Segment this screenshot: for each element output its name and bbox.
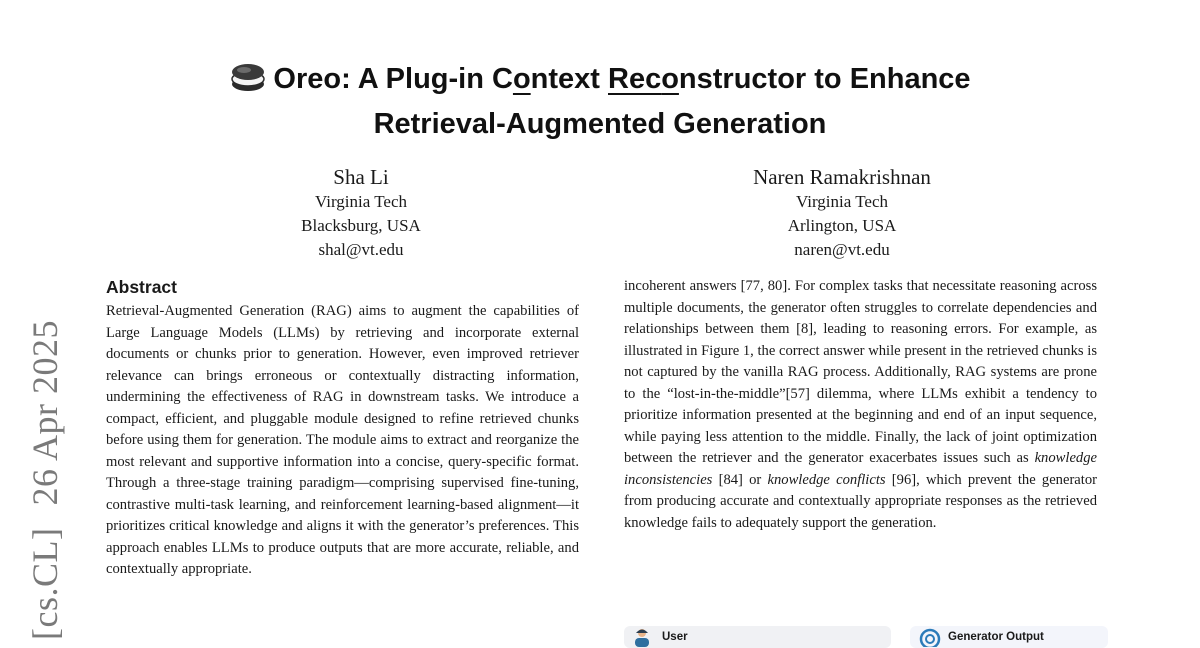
author-affiliation: Virginia Tech [314,192,408,211]
author-block-2 [692,164,992,262]
intro-text-3: [96], which prevent the generator from producing accurate and contextually appropriate responses as the retrieved knowledge fails to adequately support the generation. [624,471,1097,531]
author-email: naren@vt.edu [794,240,890,259]
paper-title [150,60,1050,144]
title-part-3: ntext [530,63,608,95]
arxiv-category: [cs.CL] [25,527,65,640]
title-part-6: nstructor to Enhance [678,63,971,95]
intro-text-2: [84] or [712,471,768,488]
abstract-heading: Abstract [106,277,177,297]
author-affiliation: Virginia Tech [795,192,889,211]
title-part-2: o [512,63,531,95]
oreo-cookie-icon [229,60,267,105]
author-block-1 [211,164,511,262]
arxiv-date: 26 Apr 2025 [25,320,65,506]
title-part-1: Oreo: A Plug-in C [273,63,513,95]
figure-generator-panel [910,626,1108,648]
person-icon [632,627,652,647]
chatgpt-icon [918,627,938,647]
title-part-4: Rec [608,63,662,95]
author-name: Naren Ramakrishnan [753,165,931,189]
title-line-2: Retrieval-Augmented Generation [373,108,827,140]
figure-user-panel [624,626,891,648]
intro-emphasis-1: knowledge inconsistencies [624,450,1097,488]
abstract-body: Retrieval-Augmented Generation (RAG) aims to augment the capabilities of Large Language Models (LLMs) by retrieving and incorporate external documents or chunks prior to generation. However, even improved retriever relevance can brings erroneous or contextually distracting information, undermining the effectiveness of RAG in downstream tasks. We introduce a compact, efficient, and pluggable module designed to refine retrieved chunks before using them for generation. The module aims to extract and reorganize the most relevant and supportive information into a concise, query-specific format. Through a three-stage training paradigm—comprising supervised fine-tuning, contrastive multi-task learning, and reinforcement learning-based alignment—it prioritizes critical knowledge and aligns it with the generator’s preferences. This approach enables LLMs to produce outputs that are more accurate, reliable, and contextually appropriate. [106,303,579,577]
abstract-section [106,276,579,581]
intro-continuation [624,276,1097,534]
intro-emphasis-2: knowledge conflicts [767,471,886,488]
title-part-5: o [661,63,679,95]
author-location: Arlington, USA [787,216,897,235]
arxiv-sidebar-stamp [24,298,66,640]
author-name: Sha Li [333,165,389,189]
author-email: shal@vt.edu [318,240,404,259]
intro-text-1: incoherent answers [77, 80]. For complex tasks that necessitate reasoning across multiple documents, the generator often struggles to correlate dependencies and relationships between them [8], leading to reasoning errors. For example, as illustrated in Figure 1, the correct answer while present in the retrieved chunks is not captured by the vanilla RAG process. Additionally, RAG systems are prone to the “lost-in-the-middle”[57] dilemma, where LLMs exhibit a tendency to prioritize information presented at the beginning and end of an input sequence, while paying less attention to the middle. Finally, the lack of joint optimization between the retriever and the generator exacerbates issues such as [624,278,1097,466]
figure-user-label: User [662,631,688,643]
author-location: Blacksburg, USA [301,216,421,235]
intro-paragraph [624,276,1097,534]
figure-generator-label: Generator Output [948,631,1044,643]
